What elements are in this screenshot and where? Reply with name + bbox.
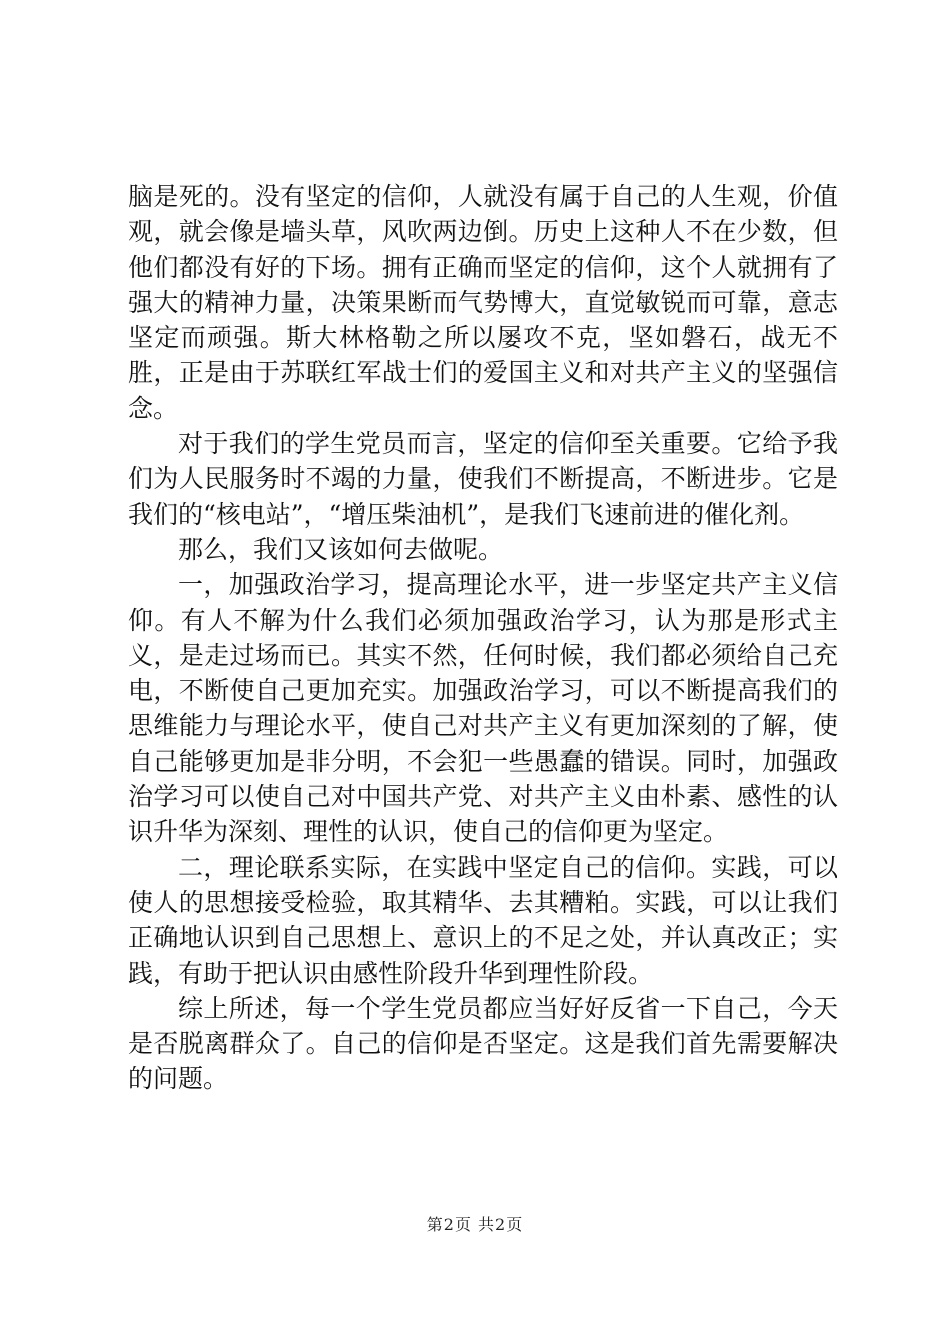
paragraph-6: 综上所述，每一个学生党员都应当好好反省一下自己，今天是否脱离群众了。自己的信仰是否坚定。这是我们首先需要解决的问题。 xyxy=(128,993,838,1094)
document-body xyxy=(128,179,838,1097)
page-footer: 第2页 共2页 xyxy=(426,1215,524,1234)
paragraph-1: 脑是死的。没有坚定的信仰，人就没有属于自己的人生观，价值观，就会像是墙头草，风吹两边倒。历史上这种人不在少数，但他们都没有好的下场。拥有正确而坚定的信仰，这个人就拥有了强大的精神力量，决策果断而气势博大，直觉敏锐而可靠，意志坚定而顽强。斯大林格勒之所以屡攻不克，坚如磐石，战无不胜，正是由于苏联红军战士们的爱国主义和对共产主义的坚强信念。 xyxy=(128,182,838,423)
paragraph-2: 对于我们的学生党员而言，坚定的信仰至关重要。它给予我们为人民服务时不竭的力量，使我们不断提高，不断进步。它是我们的“核电站”，“增压柴油机”，是我们飞速前进的催化剂。 xyxy=(128,429,838,529)
paragraph-5: 二，理论联系实际，在实践中坚定自己的信仰。实践，可以使人的思想接受检验，取其精华、去其糟粕。实践，可以让我们正确地认识到自己思想上、意识上的不足之处，并认真改正；实践，有助于把认识由感性阶段升华到理性阶段。 xyxy=(128,852,838,988)
paragraph-4: 一，加强政治学习，提高理论水平，进一步坚定共产主义信仰。有人不解为什么我们必须加强政治学习，认为那是形式主义，是走过场而已。其实不然，任何时候，我们都必须给自己充电，不断使自己更加充实。加强政治学习，可以不断提高我们的思维能力与理论水平，使自己对共产主义有更加深刻的了解，使自己能够更加是非分明，不会犯一些愚蠢的错误。同时，加强政治学习可以使自己对中国共产党、对共产主义由朴素、感性的认识升华为深刻、理性的认识，使自己的信仰更为坚定。 xyxy=(128,570,838,847)
paragraph-3: 那么，我们又该如何去做呢。 xyxy=(178,534,504,564)
